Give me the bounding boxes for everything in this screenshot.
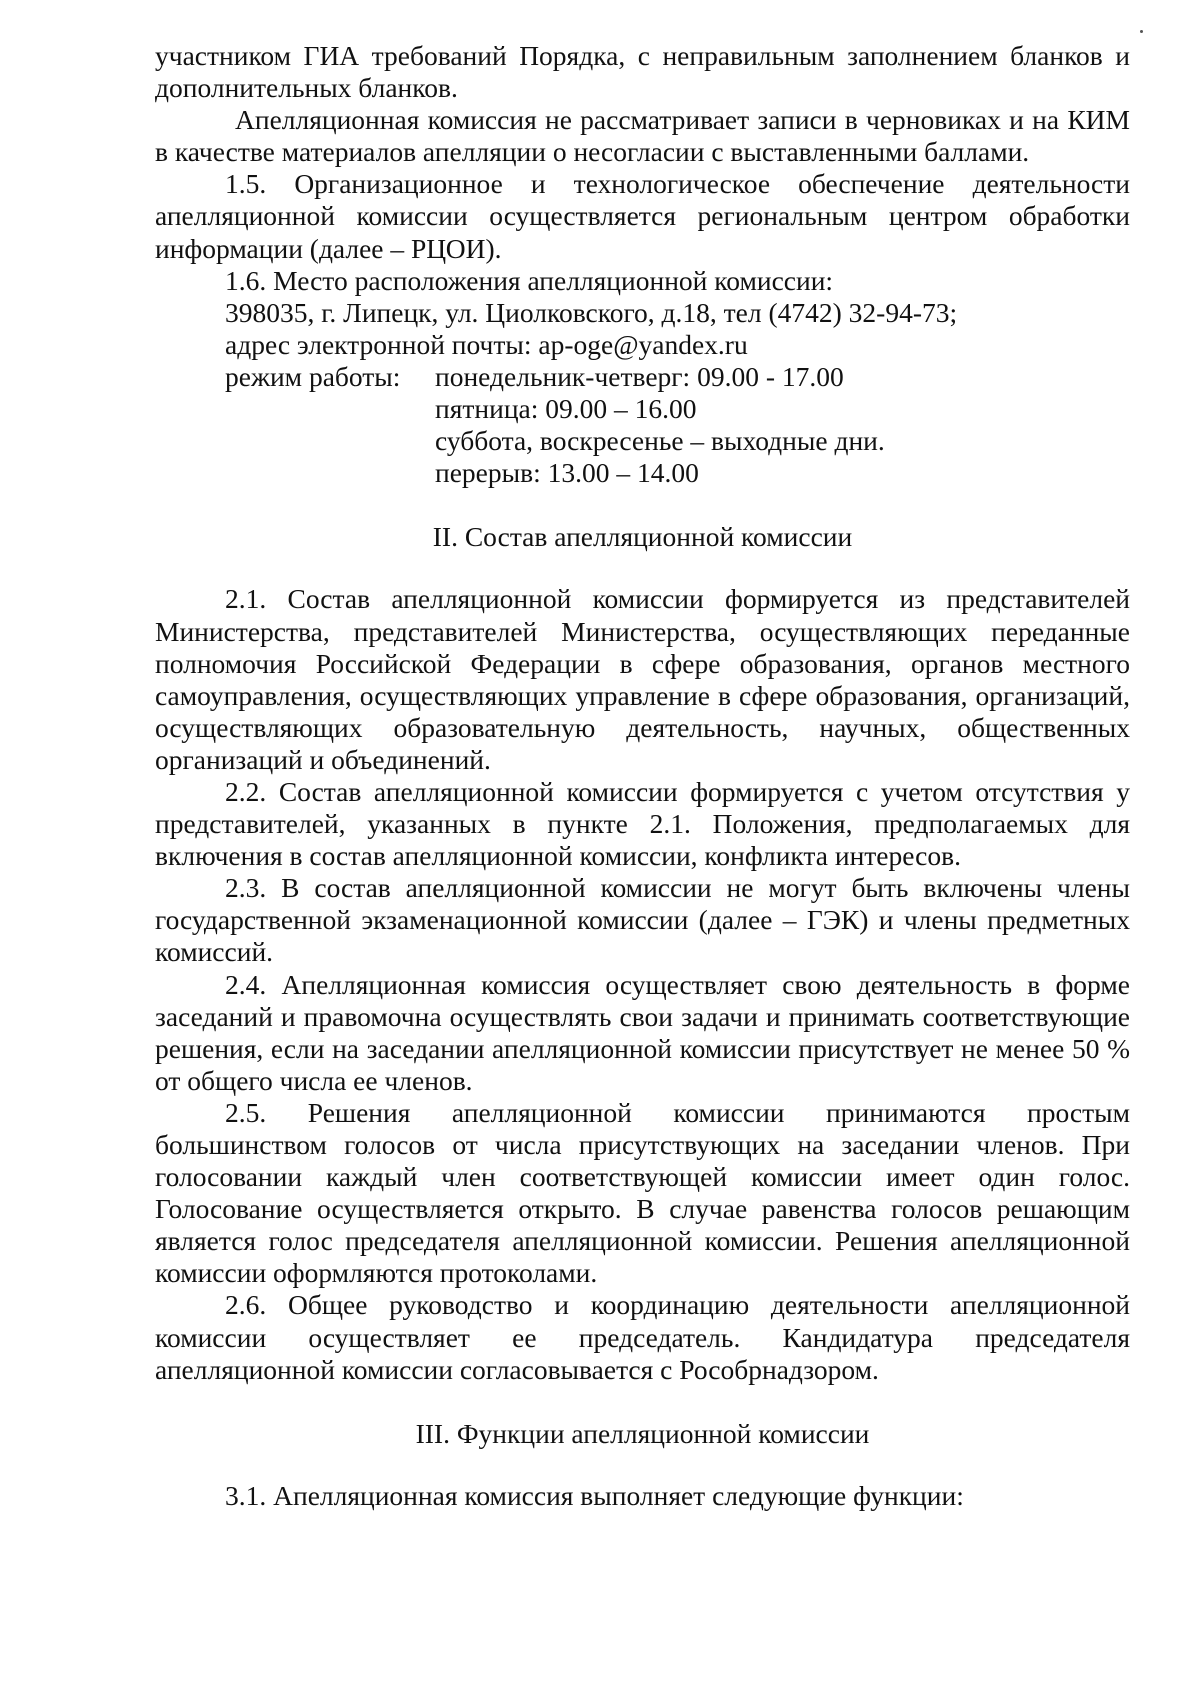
paragraph-2-5: 2.5. Решения апелляционной комиссии принимаются простым большинством голосов от числа присутствующих на заседании членов. При голосовании каждый член соответствующей комиссии имеет один голос. Голосование осуществляется открыто. В случае равенства голосов решающим является голос председателя апелляционной комиссии. Решения апелляционной комиссии оформляются протоколами. [155, 1096, 1130, 1289]
schedule-break: перерыв: 13.00 – 14.00 [435, 457, 699, 489]
paragraph-continuation: участником ГИА требований Порядка, с неправильным заполнением бланков и дополнительных бланков. [155, 40, 1130, 104]
schedule-label: режим работы: [225, 360, 401, 392]
paragraph-1-5: 1.5. Организационное и технологическое обеспечение деятельности апелляционной комиссии осуществляется региональным центром обработки информации (далее – РЦОИ). [155, 168, 1130, 264]
commission-address: 398035, г. Липецк, ул. Циолковского, д.18, тел (4742) 32-94-73; [225, 296, 958, 328]
schedule-items [435, 361, 1130, 489]
schedule-weekdays: понедельник-четверг: 09.00 - 17.00 [435, 360, 844, 392]
document-page [155, 40, 1130, 1512]
paragraph-2-1: 2.1. Состав апелляционной комиссии формируется из представителей Министерства, представителей Министерства, осуществляющих переданные полномочия Российской Федерации в сфере образования, органов местного самоуправления, осуществляющих управление в сфере образования, организаций, осуществляющих образовательную деятельность, научных, общественных организаций и объединений. [155, 583, 1130, 775]
paragraph-kim: Апелляционная комиссия не рассматривает записи в черновиках и на КИМ в качестве материалов апелляции о несогласии с выставленными баллами. [155, 104, 1130, 168]
scan-speck [1140, 30, 1143, 33]
paragraph-3-1: 3.1. Апелляционная комиссия выполняет следующие функции: [225, 1479, 964, 1511]
paragraph-2-6: 2.6. Общее руководство и координацию деятельности апелляционной комиссии осуществляет ее председатель. Кандидатура председателя апелляционной комиссии согласовывается с Рособрнадзором. [155, 1289, 1130, 1385]
paragraph-2-3: 2.3. В состав апелляционной комиссии не могут быть включены члены государственной экзаменационной комиссии (далее – ГЭК) и члены предметных комиссий. [155, 872, 1130, 968]
paragraph-2-4: 2.4. Апелляционная комиссия осуществляет свою деятельность в форме заседаний и правомочна осуществлять свои задачи и принимать соответствующие решения, если на заседании апелляционной комиссии присутствует не менее 50 % от общего числа ее членов. [155, 968, 1130, 1096]
paragraph-2-2: 2.2. Состав апелляционной комиссии формируется с учетом отсутствия у представителей, указанных в пункте 2.1. Положения, предполагаемых для включения в состав апелляционной комиссии, конфликта интересов. [155, 775, 1130, 872]
paragraph-1-6: 1.6. Место расположения апелляционной комиссии: [225, 264, 834, 296]
schedule-weekend: суббота, воскресенье – выходные дни. [435, 425, 885, 457]
section-2-title: II. Состав апелляционной комиссии [432, 521, 853, 553]
section-3-title: III. Функции апелляционной комиссии [415, 1417, 870, 1449]
work-schedule [155, 361, 1130, 489]
commission-email: адрес электронной почты: ap-oge@yandex.ru [225, 328, 748, 360]
schedule-friday: пятница: 09.00 – 16.00 [435, 393, 697, 425]
